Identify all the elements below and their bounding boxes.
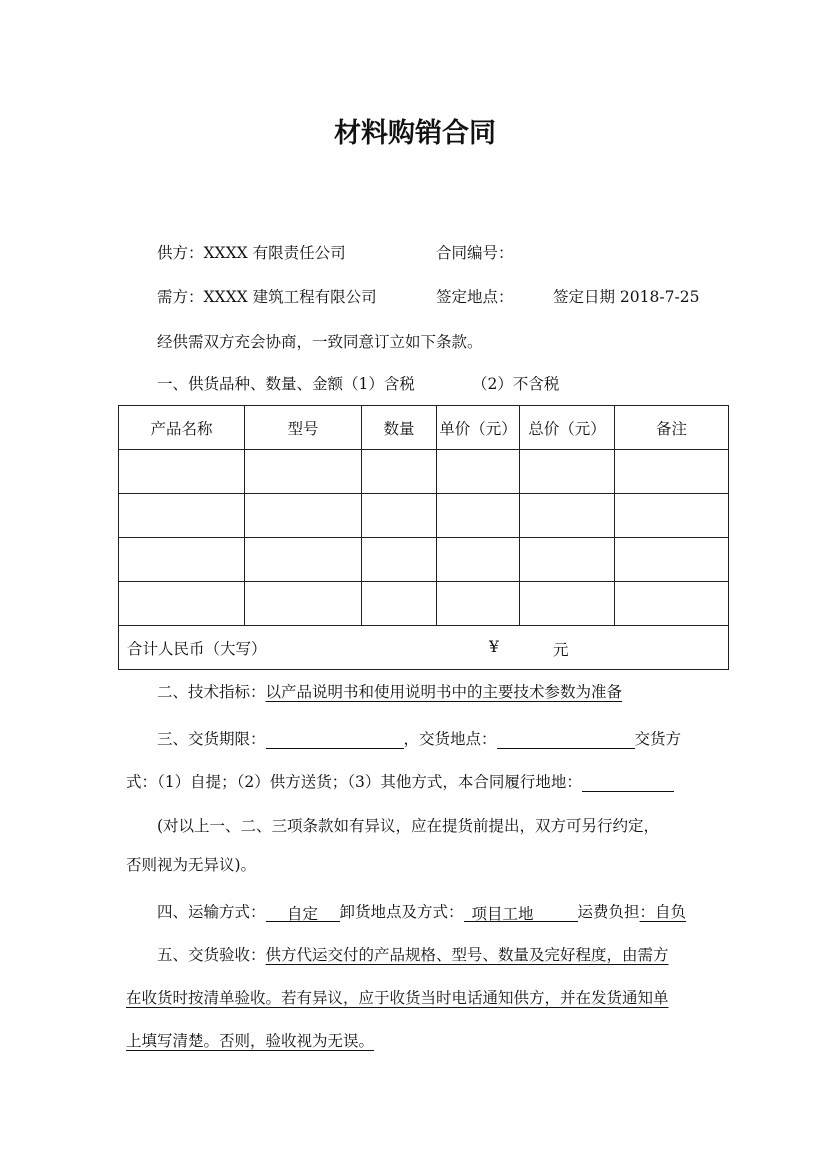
cell[interactable] xyxy=(615,494,729,538)
cell[interactable] xyxy=(362,582,437,626)
header-cell: 型号 xyxy=(245,406,362,450)
header-cell: 数量 xyxy=(362,406,437,450)
transport-label: 四、运输方式： xyxy=(157,903,266,921)
freight-value: ：自负 xyxy=(639,903,687,921)
delivery-place-label: ，交货地点： xyxy=(403,730,497,748)
cell[interactable] xyxy=(245,538,362,582)
performance-place-blank[interactable] xyxy=(582,774,674,792)
supplier-name: XXXX 有限责任公司 xyxy=(203,244,346,262)
delivery-term-label: 三、交货期限： xyxy=(157,730,266,748)
sign-date: 签定日期 2018-7-25 xyxy=(553,288,700,306)
cell[interactable] xyxy=(119,538,245,582)
cell[interactable] xyxy=(520,538,615,582)
cell[interactable] xyxy=(520,494,615,538)
section3-line1 xyxy=(157,729,681,749)
cell[interactable] xyxy=(362,494,437,538)
table-row xyxy=(119,450,729,494)
cell[interactable] xyxy=(119,494,245,538)
section5-line1 xyxy=(157,945,669,965)
total-cell xyxy=(119,626,729,670)
cell[interactable] xyxy=(615,538,729,582)
buyer-line xyxy=(157,287,377,307)
acceptance-text-2: 在收货时按清单验收。若有异议，应于收货当时电话通知供方，并在发货通知单 xyxy=(126,989,669,1007)
cell[interactable] xyxy=(437,450,520,494)
buyer-name: XXXX 建筑工程有限公司 xyxy=(203,288,377,306)
acceptance-label: 五、交货验收： xyxy=(157,946,266,964)
section3-line2 xyxy=(126,772,674,792)
cell[interactable] xyxy=(119,582,245,626)
cell[interactable] xyxy=(437,494,520,538)
supplier-label: 供方： xyxy=(157,244,204,262)
acceptance-text-1: 供方代运交付的产品规格、型号、数量及完好程度，由需方 xyxy=(265,946,669,964)
section2-value: 以产品说明书和使用说明书中的主要技术参数为准备 xyxy=(265,683,623,701)
unload-label: 卸货地点及方式： xyxy=(339,903,464,921)
table-row xyxy=(119,494,729,538)
cell[interactable] xyxy=(362,538,437,582)
delivery-method-label: 交货方 xyxy=(634,730,682,748)
section1-heading: 一、供货品种、数量、金额（1）含税 xyxy=(157,375,415,393)
table-row xyxy=(119,582,729,626)
section2-label: 二、技术指标： xyxy=(157,683,266,701)
table-header-row xyxy=(119,406,729,450)
product-table xyxy=(118,405,729,670)
freight-label: 运费负担 xyxy=(577,903,640,921)
header-cell: 产品名称 xyxy=(119,406,245,450)
section1-option2: （2）不含税 xyxy=(472,375,560,393)
cell[interactable] xyxy=(520,450,615,494)
document-title: 材料购销合同 xyxy=(334,118,496,149)
table-row xyxy=(119,538,729,582)
buyer-label: 需方： xyxy=(157,288,204,306)
section4 xyxy=(157,902,686,922)
transport-value: 自定 xyxy=(266,904,340,922)
header-cell: 总价（元） xyxy=(520,406,615,450)
delivery-methods: 式：（1）自提；（2）供方送货；（3）其他方式，本合同履行地地： xyxy=(126,773,582,791)
cell[interactable] xyxy=(119,450,245,494)
sign-place-label: 签定地点： xyxy=(436,288,514,306)
yen-sign: ¥ xyxy=(489,638,499,656)
note-line1: (对以上一、二、三项条款如有异议，应在提货前提出，双方可另行约定， xyxy=(157,817,660,835)
total-row xyxy=(119,626,729,670)
delivery-place-blank[interactable] xyxy=(497,731,635,749)
yuan-label: 元 xyxy=(553,641,569,659)
note-line2: 否则视为无异议)。 xyxy=(126,856,257,874)
cell[interactable] xyxy=(245,582,362,626)
header-cell: 单价（元） xyxy=(437,406,520,450)
cell[interactable] xyxy=(615,582,729,626)
acceptance-text-3: 上填写清楚。否则，验收视为无误。 xyxy=(126,1032,375,1050)
cell[interactable] xyxy=(245,494,362,538)
cell[interactable] xyxy=(615,450,729,494)
section2 xyxy=(157,682,622,702)
delivery-term-blank[interactable] xyxy=(266,731,404,749)
total-label: 合计人民币（大写） xyxy=(127,639,267,658)
contract-no-label: 合同编号： xyxy=(436,244,514,262)
header-cell: 备注 xyxy=(615,406,729,450)
cell[interactable] xyxy=(245,450,362,494)
cell[interactable] xyxy=(520,582,615,626)
cell[interactable] xyxy=(362,450,437,494)
supplier-line xyxy=(157,243,346,263)
intro-text: 经供需双方充会协商，一致同意订立如下条款。 xyxy=(157,333,483,351)
cell[interactable] xyxy=(437,582,520,626)
unload-value: 项目工地 xyxy=(464,904,578,922)
cell[interactable] xyxy=(437,538,520,582)
